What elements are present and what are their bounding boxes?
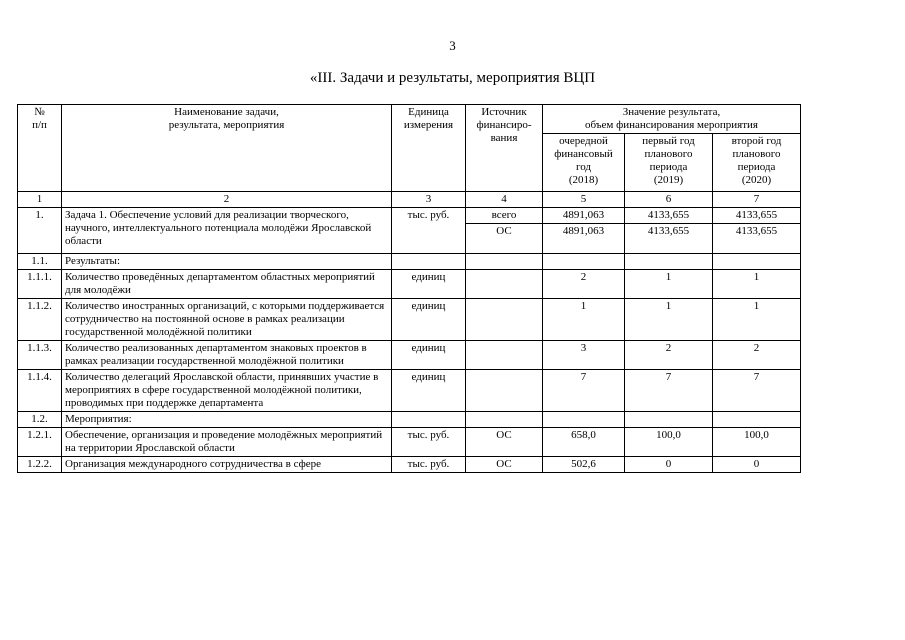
row-name: Мероприятия: xyxy=(62,412,392,428)
row-name: Организация международного сотрудничества в сфере xyxy=(62,457,392,473)
table-row xyxy=(18,299,801,341)
col-number: 4 xyxy=(466,192,543,208)
table-row xyxy=(18,457,801,473)
row-source xyxy=(466,341,543,370)
row-value-2020: 100,0 xyxy=(713,428,801,457)
row-name: Количество делегаций Ярославской области, принявших участие в мероприятиях в сфере государственной молодёжной политики, проводимых при поддержке департамента xyxy=(62,370,392,412)
header-year-2019: первый год планового периода (2019) xyxy=(625,134,713,192)
header-row-1 xyxy=(18,105,801,134)
row-value-2019: 1 xyxy=(625,299,713,341)
row-num: 1.1. xyxy=(18,254,62,270)
col-number: 5 xyxy=(543,192,625,208)
row-value-2019: 2 xyxy=(625,341,713,370)
row-num: 1.1.3. xyxy=(18,341,62,370)
row-num: 1.2. xyxy=(18,412,62,428)
table-row xyxy=(18,428,801,457)
row-value-2018: 2 xyxy=(543,270,625,299)
row-value-2018: 502,6 xyxy=(543,457,625,473)
row-source xyxy=(466,370,543,412)
section-title: «III. Задачи и результаты, мероприятия ВЦП xyxy=(309,70,596,86)
row-num: 1.1.4. xyxy=(18,370,62,412)
row-name: Количество проведённых департаментом областных мероприятий для молодёжи xyxy=(62,270,392,299)
row-value-2020: 0 xyxy=(713,457,801,473)
header-value-group: Значение результата, объем финансирования мероприятия xyxy=(543,105,801,134)
row-value-2019: 7 xyxy=(625,370,713,412)
row-value-2020: 1 xyxy=(713,270,801,299)
tasks-table xyxy=(17,104,801,473)
row-unit: тыс. руб. xyxy=(392,428,466,457)
row-value-2018: 4891,063 xyxy=(543,224,625,254)
header-source: Источник финансиро- вания xyxy=(466,105,543,192)
row-value-2020: 1 xyxy=(713,299,801,341)
row-value-2020: 7 xyxy=(713,370,801,412)
row-value-2020: 4133,655 xyxy=(713,224,801,254)
page-number: 3 xyxy=(449,38,456,53)
row-unit: тыс. руб. xyxy=(392,457,466,473)
row-num: 1.2.2. xyxy=(18,457,62,473)
row-value-2018: 4891,063 xyxy=(543,208,625,224)
header-year-2018: очередной финансовый год (2018) xyxy=(543,134,625,192)
row-value-2019: 100,0 xyxy=(625,428,713,457)
col-number: 6 xyxy=(625,192,713,208)
table-row xyxy=(18,412,801,428)
row-name: Количество реализованных департаментом знаковых проектов в рамках реализации государственной молодёжной политики xyxy=(62,341,392,370)
row-value-2018: 1 xyxy=(543,299,625,341)
table-row xyxy=(18,208,801,224)
row-value-2019: 4133,655 xyxy=(625,224,713,254)
column-number-row xyxy=(18,192,801,208)
table-row xyxy=(18,341,801,370)
row-source: ОС xyxy=(466,428,543,457)
row-source xyxy=(466,270,543,299)
row-value-2020: 2 xyxy=(713,341,801,370)
row-value-2018: 3 xyxy=(543,341,625,370)
row-unit: единиц xyxy=(392,299,466,341)
row-value-2018: 658,0 xyxy=(543,428,625,457)
col-number: 1 xyxy=(18,192,62,208)
row-value-2019: 4133,655 xyxy=(625,208,713,224)
col-number: 3 xyxy=(392,192,466,208)
row-source: всего xyxy=(466,208,543,224)
table-row xyxy=(18,370,801,412)
row-name: Обеспечение, организация и проведение молодёжных мероприятий на территории Ярославской области xyxy=(62,428,392,457)
row-num: 1.1.1. xyxy=(18,270,62,299)
row-source: ОС xyxy=(466,224,543,254)
row-unit: тыс. руб. xyxy=(392,208,466,254)
header-unit: Единица измерения xyxy=(392,105,466,192)
row-name: Результаты: xyxy=(62,254,392,270)
col-number: 7 xyxy=(713,192,801,208)
row-source: ОС xyxy=(466,457,543,473)
row-num: 1. xyxy=(18,208,62,254)
header-name: Наименование задачи, результата, мероприятия xyxy=(62,105,392,192)
row-value-2020: 4133,655 xyxy=(713,208,801,224)
row-unit: единиц xyxy=(392,370,466,412)
header-num: № п/п xyxy=(18,105,62,192)
row-source xyxy=(466,299,543,341)
row-name: Количество иностранных организаций, с которыми поддерживается сотрудничество на постоянной основе в рамках реализации государственной молодёжной политики xyxy=(62,299,392,341)
table-row xyxy=(18,270,801,299)
row-num: 1.1.2. xyxy=(18,299,62,341)
row-unit: единиц xyxy=(392,341,466,370)
row-value-2019: 0 xyxy=(625,457,713,473)
table-row xyxy=(18,254,801,270)
row-name: Задача 1. Обеспечение условий для реализации творческого, научного, интеллектуального потенциала молодёжи Ярославской области xyxy=(62,208,392,254)
col-number: 2 xyxy=(62,192,392,208)
header-year-2020: второй год планового периода (2020) xyxy=(713,134,801,192)
row-value-2019: 1 xyxy=(625,270,713,299)
row-num: 1.2.1. xyxy=(18,428,62,457)
row-unit: единиц xyxy=(392,270,466,299)
row-value-2018: 7 xyxy=(543,370,625,412)
